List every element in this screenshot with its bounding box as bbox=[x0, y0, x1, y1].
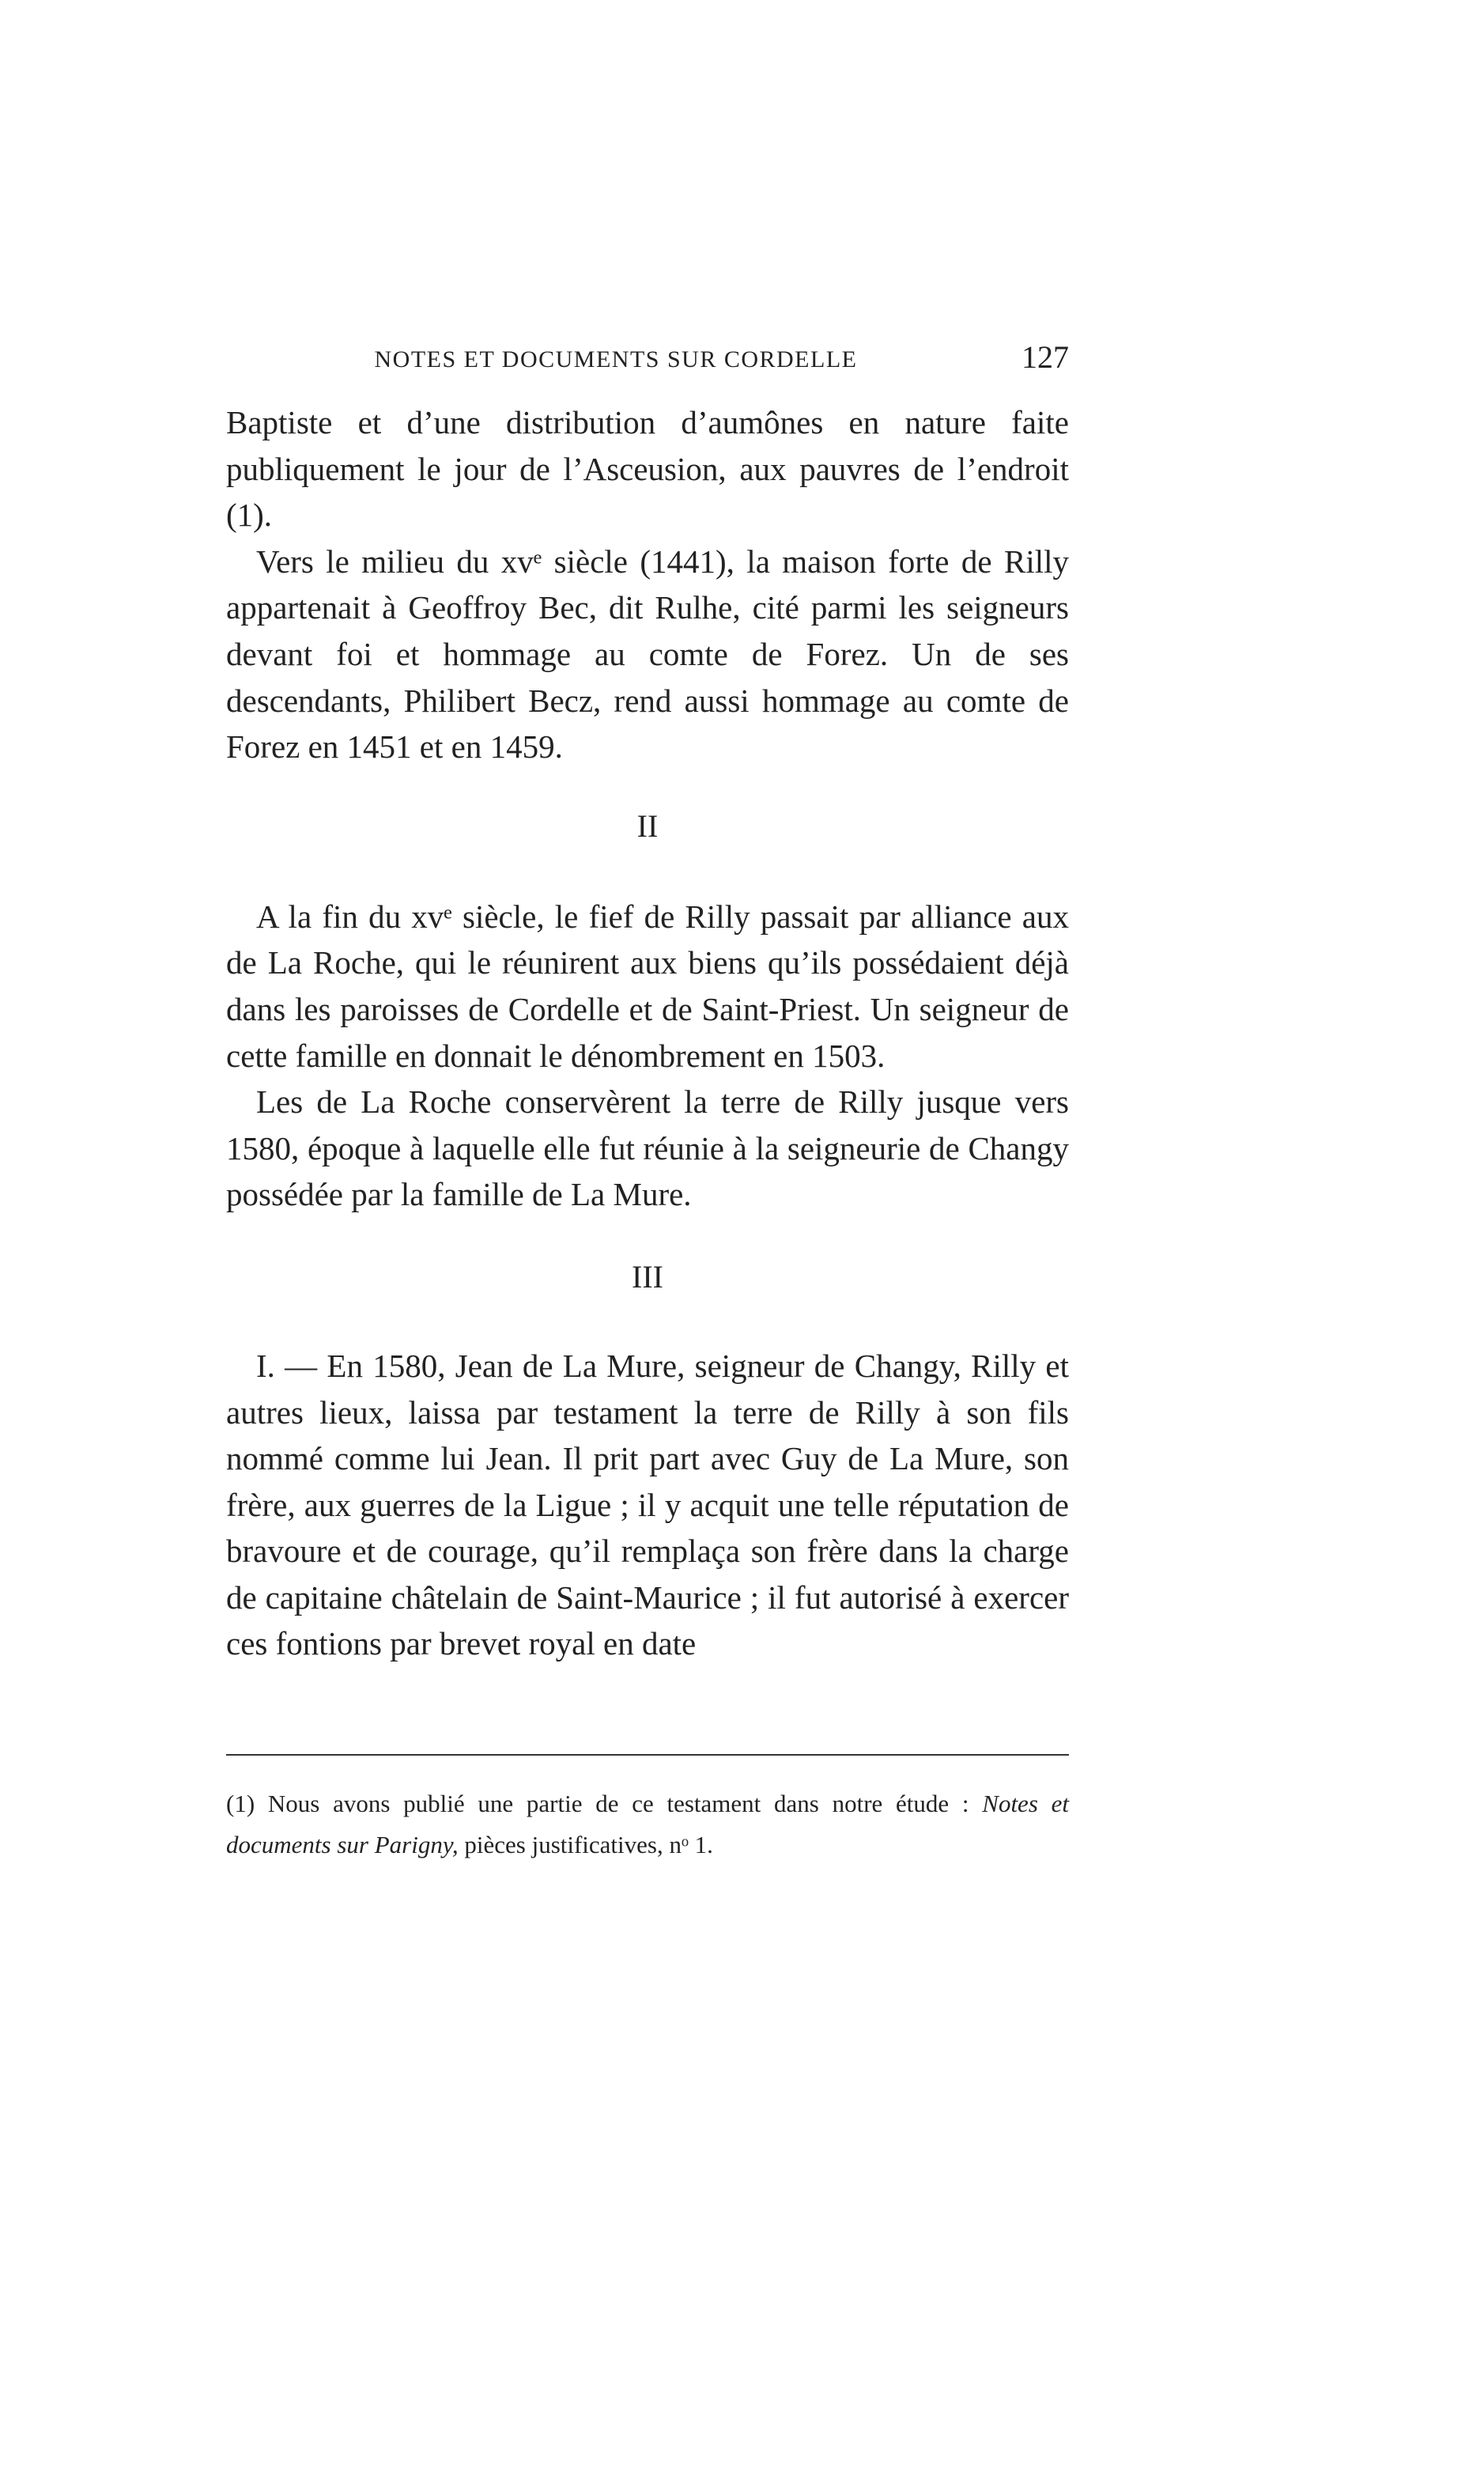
footnote-cited-title: Notes et documents sur Parigny, bbox=[226, 1790, 1069, 1858]
footnote-divider bbox=[226, 1754, 1069, 1756]
paragraph-4: Les de La Roche conservèrent la terre de Rilly jusque vers 1580, époque à laquelle elle fut réunie à la seigneurie de Changy possédée par la famille de La Mure. bbox=[226, 1083, 1069, 1213]
footnote-text: Nous avons publié une partie de ce testament dans notre étude : bbox=[267, 1790, 969, 1817]
page-header bbox=[226, 338, 1069, 386]
footnote-tail: pièces justificatives, nᵒ 1. bbox=[464, 1831, 713, 1858]
paragraph-5: I. — En 1580, Jean de La Mure, seigneur de Changy, Rilly et autres lieux, laissa par testament la terre de Rilly à son fils nommé comme lui Jean. Il prit part avec Guy de La Mure, son frère, aux guerres de la Ligue ; il y acquit une telle réputation de bravoure et de courage, qu’il remplaça son frère dans la charge de capitaine châtelain de Saint-Maurice ; il fut autorisé à exercer ces fontions par brevet royal en date bbox=[226, 1347, 1069, 1662]
paragraph-2: Vers le milieu du xvᵉ siècle (1441), la maison forte de Rilly appartenait à Geoffroy Bec, dit Rulhe, cité parmi les seigneurs devant foi et hommage au comte de Forez. Un de ses descendants, Philibert Becz, rend aussi hommage au comte de Forez en 1451 et en 1459. bbox=[226, 543, 1069, 766]
section-heading-iii: III bbox=[632, 1258, 663, 1295]
section-heading-ii: II bbox=[636, 807, 659, 844]
running-title: NOTES ET DOCUMENTS SUR CORDELLE bbox=[374, 346, 858, 372]
paragraph-1: Baptiste et d’une distribution d’aumônes en nature faite publiquement le jour de l’Asceusion, aux pauvres de l’endroit (1). bbox=[226, 404, 1069, 534]
main-text bbox=[226, 399, 1069, 1667]
footnote bbox=[226, 1783, 1069, 1866]
paragraph-3: A la fin du xvᵉ siècle, le fief de Rilly passait par alliance aux de La Roche, qui le réunirent aux biens qu’ils possédaient déjà dans les paroisses de Cordelle et de Saint-Priest. Un seigneur de cette famille en donnait le dénombrement en 1503. bbox=[226, 898, 1069, 1074]
footnote-marker: (1) bbox=[226, 1790, 255, 1817]
page-number: 127 bbox=[1021, 339, 1069, 375]
